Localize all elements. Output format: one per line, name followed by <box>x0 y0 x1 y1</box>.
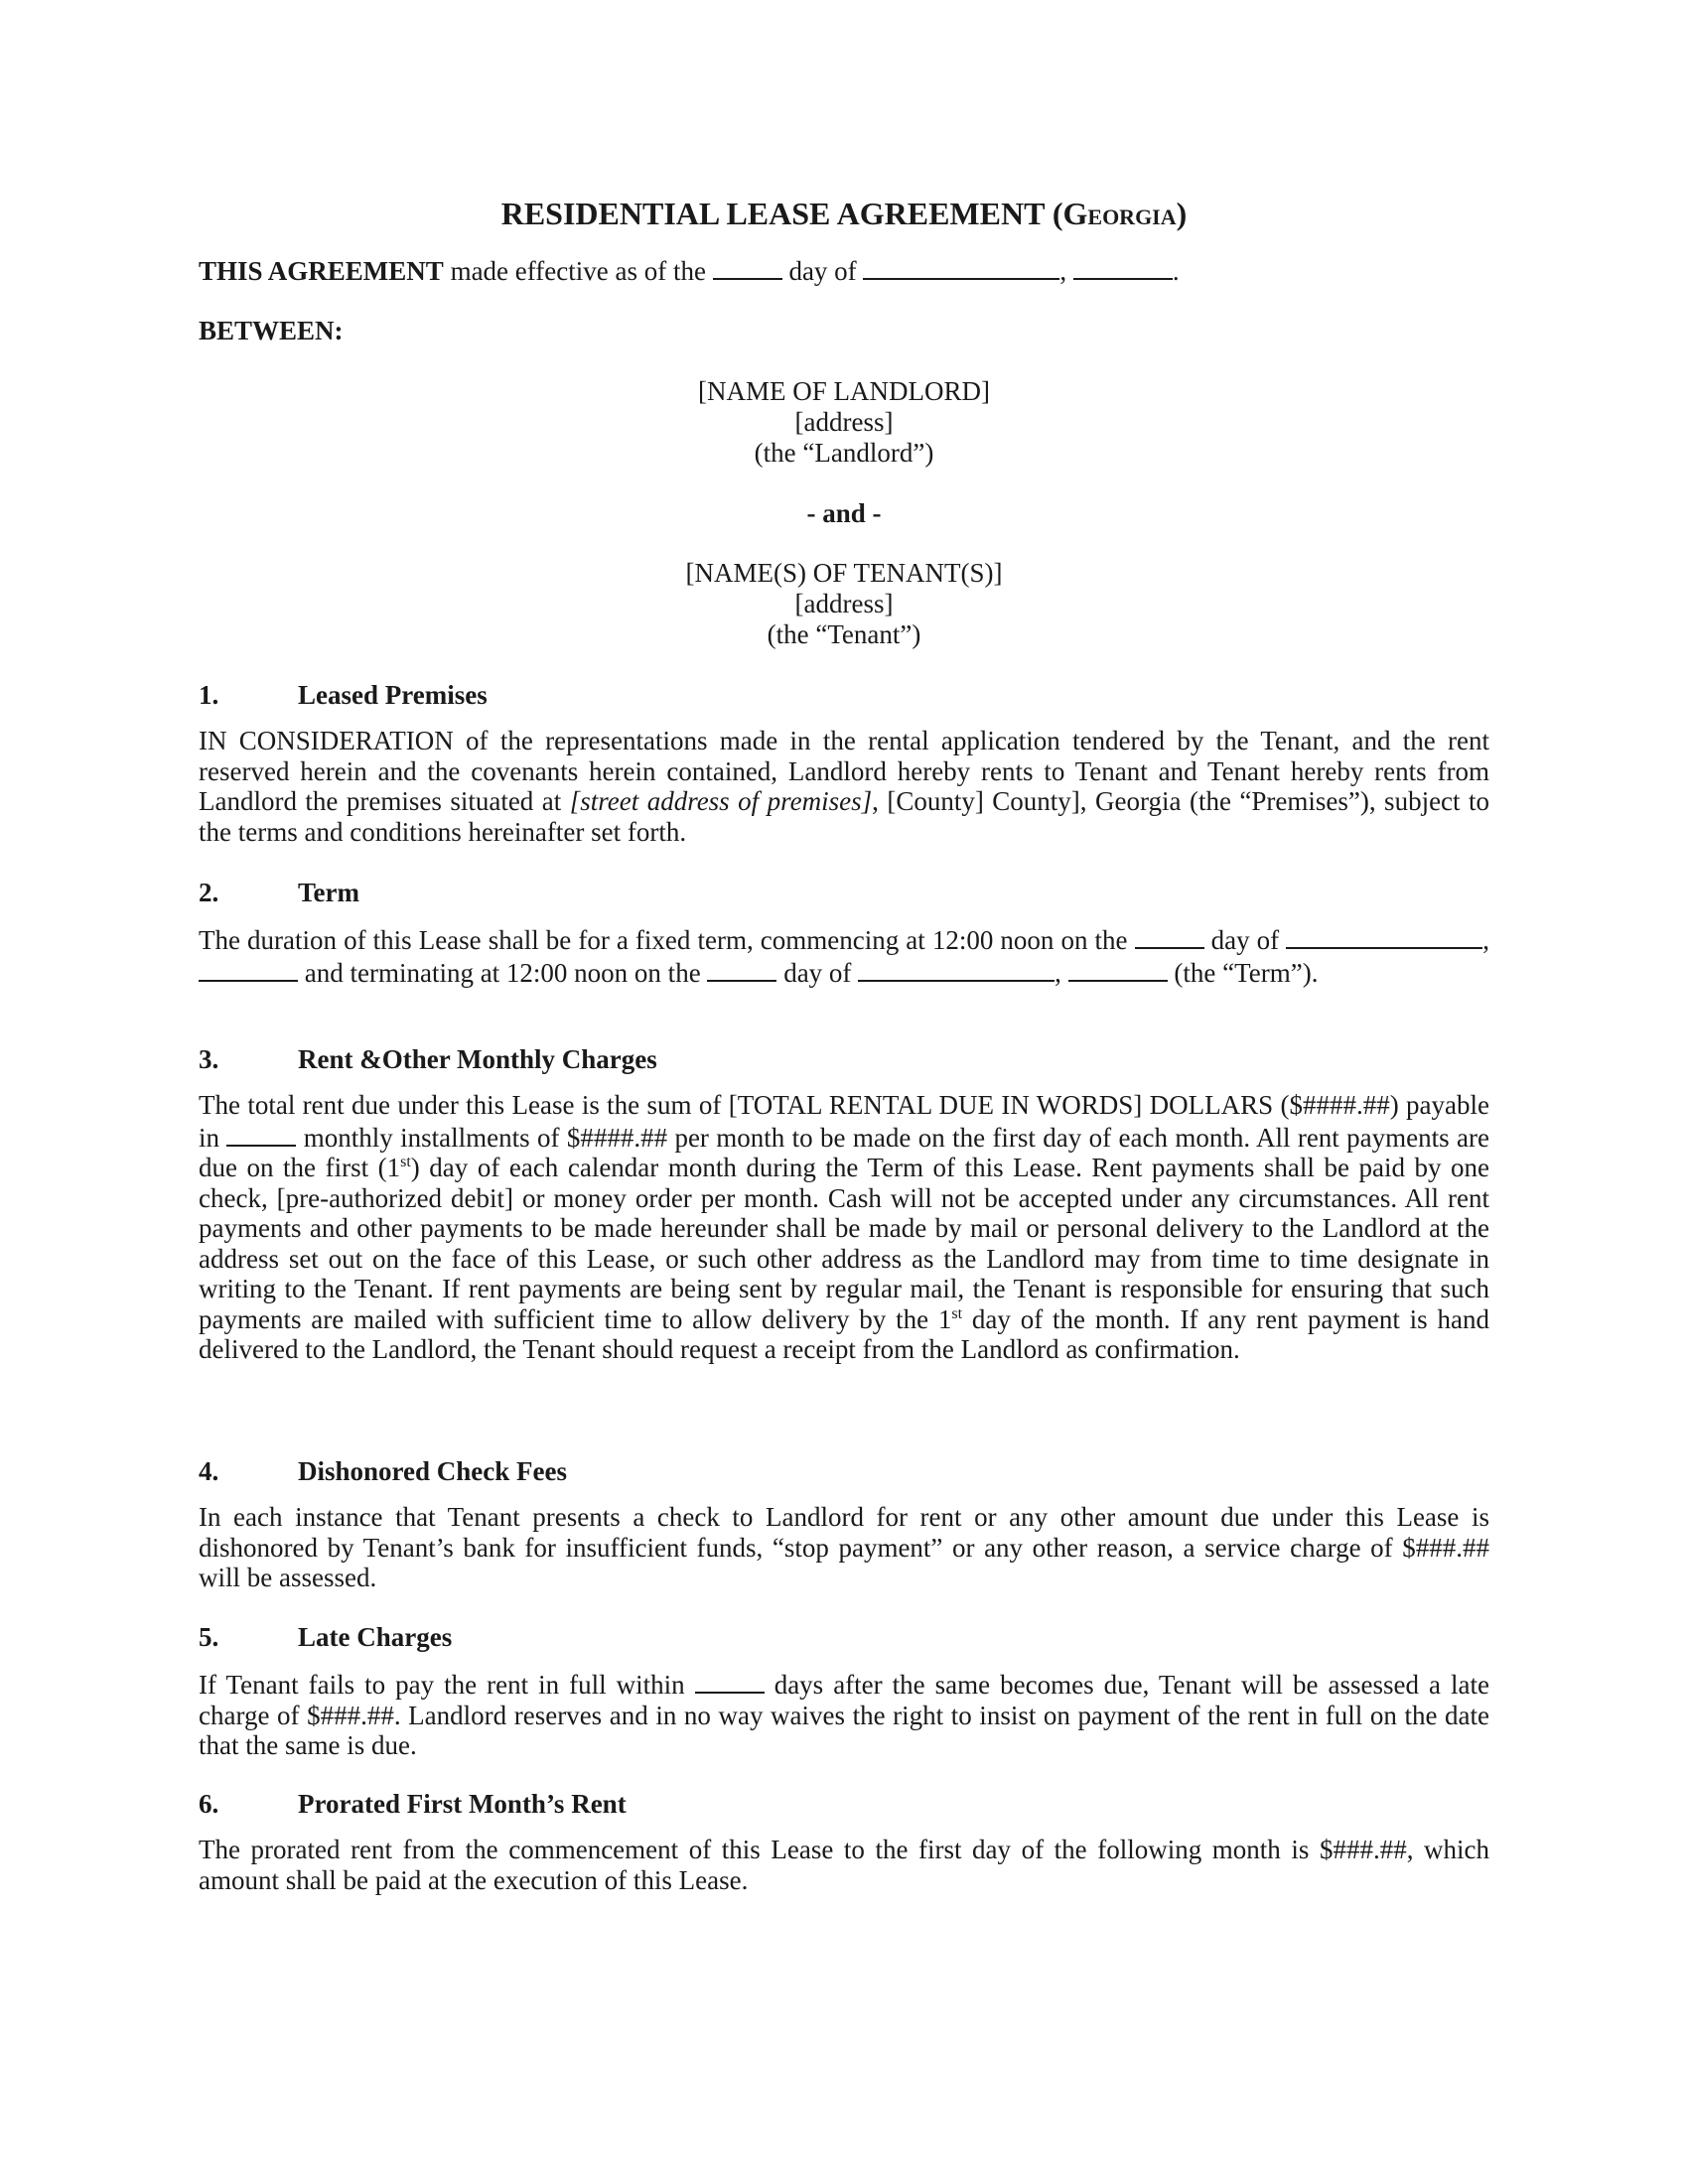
section-title: Term <box>298 878 359 907</box>
section-number: 3. <box>199 1044 219 1074</box>
body-text: If Tenant fails to pay the rent in full within <box>199 1670 695 1700</box>
section-heading <box>199 1622 1489 1653</box>
intro-text: day of <box>781 256 864 286</box>
body-text: (the “Term”). <box>1167 957 1319 988</box>
body-text: , <box>1055 957 1068 988</box>
intro-text: , <box>1059 256 1073 286</box>
section-heading <box>199 680 1489 711</box>
body-text: The prorated rent from the commencement of this Lease to the first day of the following month is $###.##, which amount shall be paid at the execution of this Lease. <box>199 1835 1489 1895</box>
body-text: day of <box>776 957 859 988</box>
body-text: monthly installments of $####.## per month to be made on the first day of each month. All rent payments are due on the first (1 <box>199 1122 1489 1182</box>
landlord-block <box>199 376 1489 469</box>
landlord-address: [address] <box>794 407 894 437</box>
section-heading <box>199 1456 1489 1487</box>
body-text: The duration of this Lease shall be for a fixed term, commencing at 12:00 noon on the <box>199 925 1135 955</box>
month-blank <box>863 254 1059 280</box>
section-number: 4. <box>199 1456 219 1486</box>
body-text: days after the same becomes due, Tenant will be assessed a late charge of $###.##. Landlord reserves and in no way waives the right to insist on payment of the rent in full on the date that the same is due. <box>199 1670 1489 1760</box>
body-text: , <box>1482 925 1489 955</box>
fill-blank <box>695 1668 765 1694</box>
body-text: day of the month. If any rent payment is hand delivered to the Landlord, the Tenant should request a receipt from the Landlord as confirmation. <box>199 1303 1489 1364</box>
fill-blank <box>1068 956 1168 982</box>
fill-blank <box>858 956 1055 982</box>
body-text: and terminating at 12:00 noon on the <box>298 957 708 988</box>
title-text: RESIDENTIAL LEASE AGREEMENT ( <box>500 196 1063 231</box>
title-close: ) <box>1176 196 1188 231</box>
section-number: 5. <box>199 1622 219 1652</box>
section-number: 2. <box>199 878 219 907</box>
body-text: , [County] County], Georgia (the “Premises”), subject to the terms and conditions hereinafter set forth. <box>199 786 1490 847</box>
section-title: Dishonored Check Fees <box>298 1456 568 1486</box>
section-heading <box>199 1789 1489 1820</box>
tenant-address: [address] <box>794 589 894 618</box>
section-title: Late Charges <box>298 1622 453 1652</box>
fill-blank <box>707 956 776 982</box>
section-body <box>199 1090 1489 1365</box>
fill-blank <box>1135 923 1204 949</box>
agreement-lead: THIS AGREEMENT <box>199 256 444 286</box>
section-body <box>199 726 1489 847</box>
section-body <box>199 923 1489 988</box>
section-heading <box>199 1044 1489 1075</box>
section-number: 6. <box>199 1789 219 1819</box>
ordinal-suffix: st <box>400 1154 411 1170</box>
body-text: ) day of each calendar month during the Term of this Lease. Rent payments shall be paid by one check, [pre-authorized debit] or money order per month. Cash will not be accepted under any circumstances. All rent payments and other payments to be made hereunder shall be made by mail or personal delivery to the Landlord at the address set out on the face of this Lease, or such other address as the Landlord may from time to time designate in writing to the Tenant. If rent payments are being sent by regular mail, the Tenant is responsible for ensuring that such payments are mailed with sufficient time to allow delivery by the 1 <box>199 1153 1490 1334</box>
landlord-defined: (the “Landlord”) <box>754 438 934 468</box>
landlord-name: [NAME OF LANDLORD] <box>698 376 990 406</box>
fill-blank <box>1286 923 1482 949</box>
fill-blank <box>226 1121 296 1147</box>
title-state: Georgia <box>1062 196 1177 231</box>
premises-placeholder: [street address of premises] <box>569 786 873 816</box>
between-label: BETWEEN: <box>199 316 344 345</box>
effective-date-line <box>199 254 1489 287</box>
section-body <box>199 1502 1489 1593</box>
body-text: The total rent due under this Lease is the sum of [TOTAL RENTAL DUE IN WORDS] DOLLARS ($####.##) payable in <box>199 1090 1489 1153</box>
intro-text: made effective as of the <box>443 256 713 286</box>
section-body <box>199 1668 1489 1761</box>
intro-text: . <box>1172 256 1180 286</box>
fill-blank <box>199 956 298 982</box>
section-title: Rent &Other Monthly Charges <box>298 1044 657 1074</box>
tenant-defined: (the “Tenant”) <box>767 619 921 649</box>
year-blank <box>1073 254 1173 280</box>
section-heading <box>199 878 1489 908</box>
section-title: Leased Premises <box>298 680 488 710</box>
document-title <box>199 195 1489 232</box>
tenant-name: [NAME(S) OF TENANT(S)] <box>685 558 1003 588</box>
body-text: day of <box>1203 925 1287 955</box>
body-text: IN CONSIDERATION of the representations made in the rental application tendered by the Tenant, and the rent reserved herein and the covenants herein contained, Landlord hereby rents to Tenant and Tenant hereby rents from Landlord the premises situated at <box>199 726 1489 816</box>
body-text: In each instance that Tenant presents a check to Landlord for rent or any other amount due under this Lease is dishonored by Tenant’s bank for insufficient funds, “stop payment” or any other reason, a service charge of $###.## will be assessed. <box>199 1502 1489 1592</box>
day-blank <box>713 254 782 280</box>
section-number: 1. <box>199 680 219 710</box>
ordinal-suffix: st <box>951 1304 963 1322</box>
section-title: Prorated First Month’s Rent <box>298 1789 627 1819</box>
section-body <box>199 1835 1489 1895</box>
and-separator: - and - <box>806 498 882 528</box>
tenant-block <box>199 558 1489 650</box>
